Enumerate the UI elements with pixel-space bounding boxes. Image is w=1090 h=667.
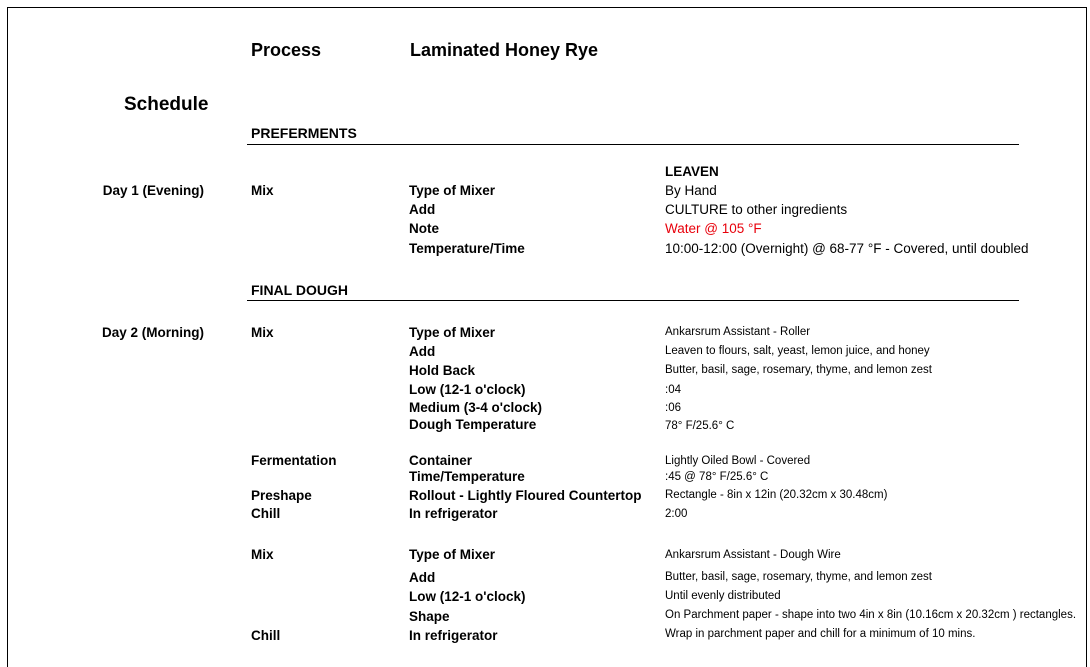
row-label: Shape xyxy=(409,609,450,624)
row-value: Wrap in parchment paper and chill for a minimum of 10 mins. xyxy=(665,628,976,640)
row-label: Dough Temperature xyxy=(409,417,537,432)
section-final-dough: FINAL DOUGH xyxy=(251,282,348,298)
row-label: Add xyxy=(409,570,436,585)
row-label: Type of Mixer xyxy=(409,183,496,198)
stage-preshape: Preshape xyxy=(251,488,312,503)
row-label: Hold Back xyxy=(409,363,476,378)
day-2-label: Day 2 (Morning) xyxy=(101,325,204,340)
row-label: Time/Temperature xyxy=(409,469,525,484)
row-label: Rollout - Lightly Floured Countertop xyxy=(409,488,642,503)
process-label: Process xyxy=(251,40,322,60)
row-value: Butter, basil, sage, rosemary, thyme, and lemon zest xyxy=(665,571,932,583)
row-value: Until evenly distributed xyxy=(665,590,781,602)
stage-mix: Mix xyxy=(251,183,274,198)
stage-chill: Chill xyxy=(251,628,281,643)
row-label: Type of Mixer xyxy=(409,325,496,340)
row-value: 2:00 xyxy=(665,508,688,520)
row-value: 10:00-12:00 (Overnight) @ 68-77 °F - Covered, until doubled xyxy=(665,241,1029,256)
row-value: 78° F/25.6° C xyxy=(665,420,735,432)
row-label: Add xyxy=(409,202,436,217)
row-value: Butter, basil, sage, rosemary, thyme, and lemon zest xyxy=(665,364,932,376)
stage-mix: Mix xyxy=(251,547,274,562)
recipe-name: Laminated Honey Rye xyxy=(410,40,599,60)
stage-chill: Chill xyxy=(251,506,281,521)
row-value: :06 xyxy=(665,402,681,414)
section-preferments: PREFERMENTS xyxy=(251,125,357,141)
row-label: Note xyxy=(409,221,439,236)
schedule-label: Schedule xyxy=(124,94,209,115)
row-value: CULTURE to other ingredients xyxy=(665,202,848,217)
row-label: Container xyxy=(409,453,473,468)
row-label: In refrigerator xyxy=(409,506,498,521)
row-value: On Parchment paper - shape into two 4in x 8in (10.16cm x 20.32cm ) rectangles. xyxy=(665,609,1077,621)
row-value: :45 @ 78° F/25.6° C xyxy=(665,471,769,483)
row-label: Medium (3-4 o'clock) xyxy=(409,400,542,415)
leaven-title: LEAVEN xyxy=(665,164,719,179)
row-label: Low (12-1 o'clock) xyxy=(409,382,526,397)
stage-fermentation: Fermentation xyxy=(251,453,337,468)
section-divider xyxy=(247,144,1019,145)
row-value: Ankarsrum Assistant - Dough Wire xyxy=(665,549,841,561)
row-value: By Hand xyxy=(665,183,717,198)
water-note-value: Water @ 105 °F xyxy=(665,221,762,236)
row-value: :04 xyxy=(665,384,681,396)
row-value: Leaven to flours, salt, yeast, lemon juice, and honey xyxy=(665,345,930,357)
row-label: Add xyxy=(409,344,436,359)
section-divider xyxy=(247,300,1019,301)
row-value: Lightly Oiled Bowl - Covered xyxy=(665,455,811,467)
row-value: Ankarsrum Assistant - Roller xyxy=(665,326,811,338)
day-1-label: Day 1 (Evening) xyxy=(102,183,204,198)
row-value: Rectangle - 8in x 12in (20.32cm x 30.48cm) xyxy=(665,489,888,501)
row-label: Type of Mixer xyxy=(409,547,496,562)
stage-mix: Mix xyxy=(251,325,274,340)
row-label: Low (12-1 o'clock) xyxy=(409,589,526,604)
row-label: Temperature/Time xyxy=(409,241,525,256)
row-label: In refrigerator xyxy=(409,628,498,643)
